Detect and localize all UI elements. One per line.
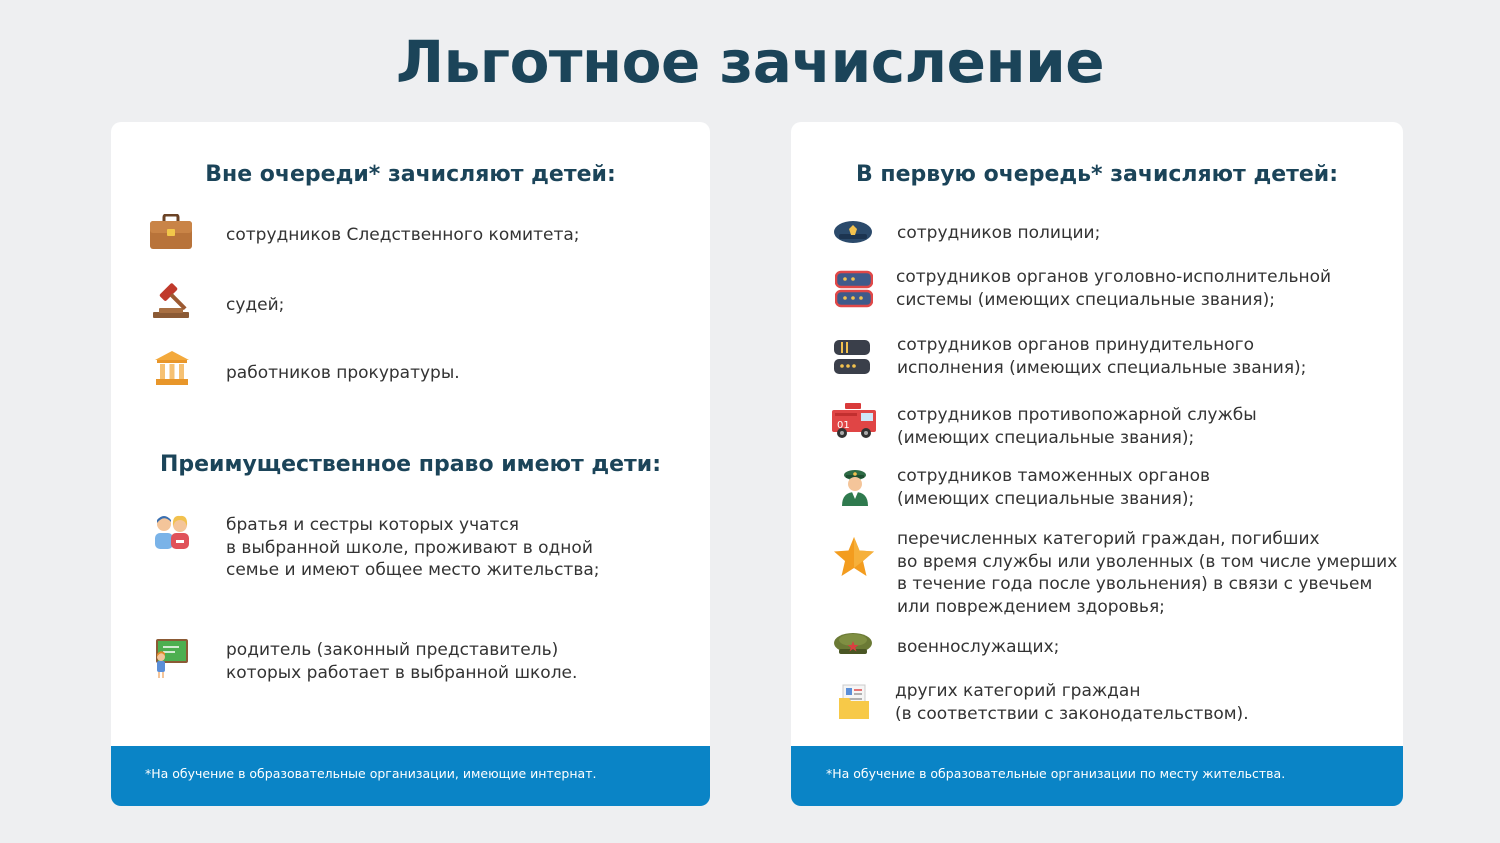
item-text: сотрудников таможенных органов (имеющих специальные звания); bbox=[897, 466, 1211, 509]
page-title: Льготное зачисление bbox=[395, 28, 1105, 96]
item-text: военнослужащих; bbox=[897, 637, 1060, 657]
item-text: перечисленных категорий граждан, погибших во время службы или уволенных (в том числе умерших в течение года после увольнения) в связи с увечьем или повреждением здоровья; bbox=[897, 529, 1398, 617]
siblings-icon bbox=[152, 514, 192, 550]
out-of-turn-card bbox=[111, 122, 710, 806]
item-text: родитель (законный представитель) которых работает в выбранной школе. bbox=[226, 640, 578, 683]
item-text: судей; bbox=[226, 295, 285, 315]
first-priority-card bbox=[791, 122, 1403, 806]
fire-truck-number: 01 bbox=[837, 420, 850, 431]
item-text: сотрудников противопожарной службы (имеющих специальные звания); bbox=[897, 405, 1257, 448]
item-text: братья и сестры которых учатся в выбранной школе, проживают в одной семье и имеют общее место жительства; bbox=[226, 515, 600, 580]
briefcase-icon bbox=[149, 214, 193, 250]
item-text: сотрудников полиции; bbox=[897, 223, 1101, 243]
shoulder-straps-dark-icon bbox=[833, 338, 871, 376]
police-cap-icon bbox=[833, 220, 873, 244]
out-of-turn-heading: Вне очереди* зачисляют детей: bbox=[205, 162, 616, 187]
item-text: других категорий граждан (в соответствии с законодательством). bbox=[895, 681, 1249, 724]
customs-officer-icon bbox=[839, 469, 871, 507]
item-text: сотрудников Следственного комитета; bbox=[226, 225, 580, 245]
teacher-icon bbox=[153, 639, 189, 679]
shoulder-straps-icon bbox=[835, 270, 873, 308]
preferential-heading: Преимущественное право имеют дети: bbox=[159, 452, 662, 477]
courthouse-icon bbox=[154, 350, 190, 386]
star-icon bbox=[833, 536, 875, 578]
footnote-text: *На обучение в образовательные организации, имеющие интернат. bbox=[145, 766, 597, 781]
first-priority-heading: В первую очередь* зачисляют детей: bbox=[855, 162, 1339, 187]
footnote-bar bbox=[791, 746, 1403, 806]
item-text: сотрудников органов уголовно-исполнительной системы (имеющих специальные звания); bbox=[896, 267, 1332, 310]
military-cap-icon bbox=[833, 632, 873, 658]
document-folder-icon bbox=[838, 684, 870, 720]
fire-truck-icon bbox=[831, 402, 877, 440]
item-text: работников прокуратуры. bbox=[226, 363, 460, 383]
footnote-bar bbox=[111, 746, 710, 806]
gavel-icon bbox=[151, 282, 191, 320]
item-text: сотрудников органов принудительного исполнения (имеющих специальные звания); bbox=[897, 335, 1307, 378]
footnote-text: *На обучение в образовательные организации по месту жительства. bbox=[826, 766, 1286, 781]
